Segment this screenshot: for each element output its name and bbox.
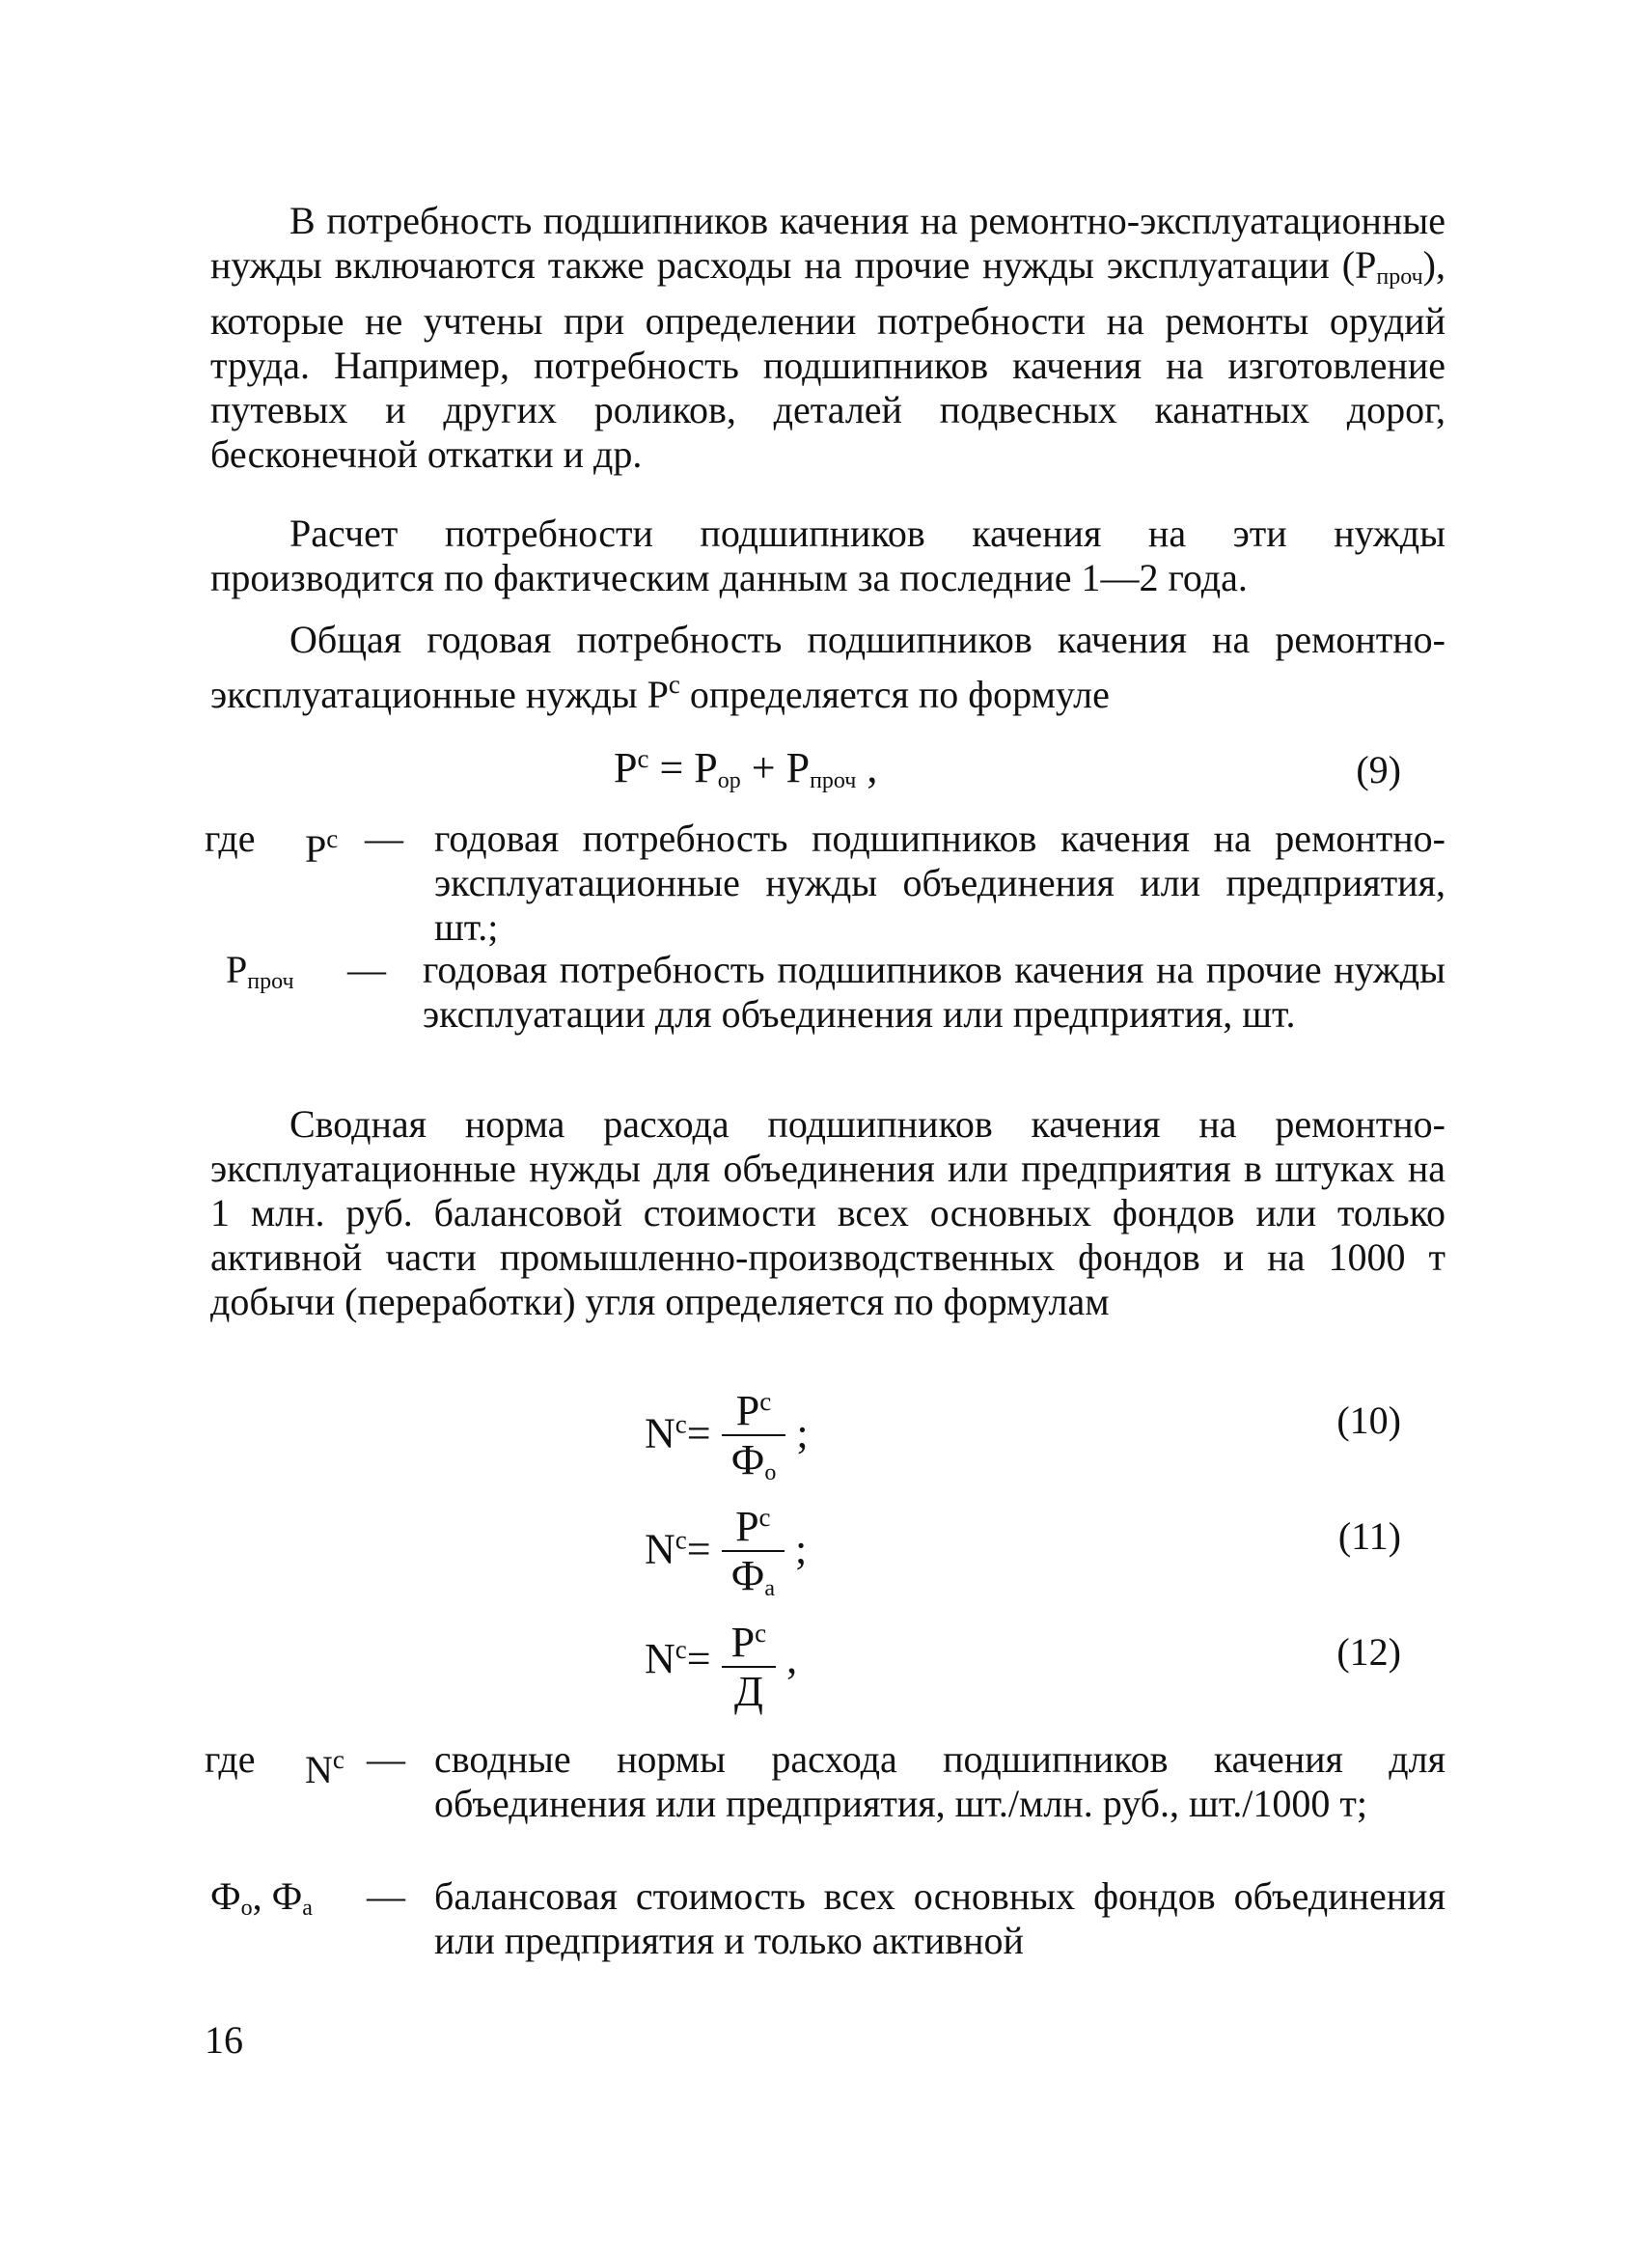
equation-11-number: (11) [1337, 1514, 1401, 1558]
where-label: где [205, 817, 256, 860]
def-text-pc: годовая потребность подшипников качения на ремонтно-эксплуатационные нужды объединения или предприятия, шт.; [434, 817, 1446, 949]
def-dash: — [365, 817, 403, 860]
def-text-pproch: годовая потребность подшипников качения на прочие нужды эксплуатации для объединения или предприятия, шт. [423, 948, 1446, 1036]
equation-10-number: (10) [1336, 1399, 1401, 1442]
def-text-nc: сводные нормы расхода подшипников качения для объединения или предприятия, шт./млн. руб., шт./1000 т; [434, 1737, 1446, 1825]
equation-11: $N^с=$ $\frac{Р^с}{Ф_а}$ ; [645, 1494, 807, 1613]
def-dash: — [367, 1874, 405, 1918]
paragraph-3: Общая годовая потребность подшипников качения на ремонтно-эксплуатационные нужды $Р^с$ определяется по формуле [210, 618, 1446, 716]
def-dash: — [347, 948, 386, 991]
paragraph-2: Расчет потребности подшипников качения на эти нужды производится по фактическим данным за последние 1—2 года. [210, 512, 1446, 599]
def-term-pc: $Р^с$ [305, 824, 339, 871]
definitions-block-1 [205, 817, 1449, 1067]
equation-12-number: (12) [1336, 1630, 1401, 1674]
def-term-pproch: $Р_{проч}$ [226, 948, 294, 994]
definitions-block-2 [205, 1737, 1449, 1962]
def-dash: — [367, 1737, 405, 1781]
equation-9-number: (9) [1356, 748, 1401, 791]
equation-9: $Р^с = Р_{ор} + Р_{проч}$ , [614, 744, 878, 793]
equation-10: $N^с=$ $\frac{Р^с}{Ф_о}$ ; [645, 1378, 809, 1497]
paragraph-1: В потребность подшипников качения на ремонтно-эксплуатационные нужды включаются также расходы на прочие нужды эксплуатации $(Р_{проч})$, которые не учтены при определении потребности на ремонты орудий труда. Например, потребность подшипников качения на изготовление путевых и других роликов, деталей подвесных канатных дорог, бесконечной откатки и др. [210, 199, 1446, 476]
def-term-nc: $N^с$ [305, 1745, 344, 1791]
paragraph-4: Сводная норма расхода подшипников качения на ремонтно-эксплуатационные нужды для объединения или предприятия в штуках на 1 млн. руб. балансовой стоимости всех основных фондов или только активной части промышленно-производственных фондов и на 1000 т добычи (переработки) угля определяется по формулам [210, 1102, 1446, 1323]
where-label: где [205, 1737, 256, 1781]
equation-12: $N^с=$ $\frac{Р^с}{Д}$ , [645, 1610, 797, 1716]
page-number: 16 [205, 2018, 243, 2062]
def-text-fo-fa: балансовая стоимость всех основных фондов объединения или предприятия и только активной [434, 1874, 1446, 1962]
def-term-fo-fa: $Ф_о$, $Ф_а$ [210, 1874, 313, 1921]
